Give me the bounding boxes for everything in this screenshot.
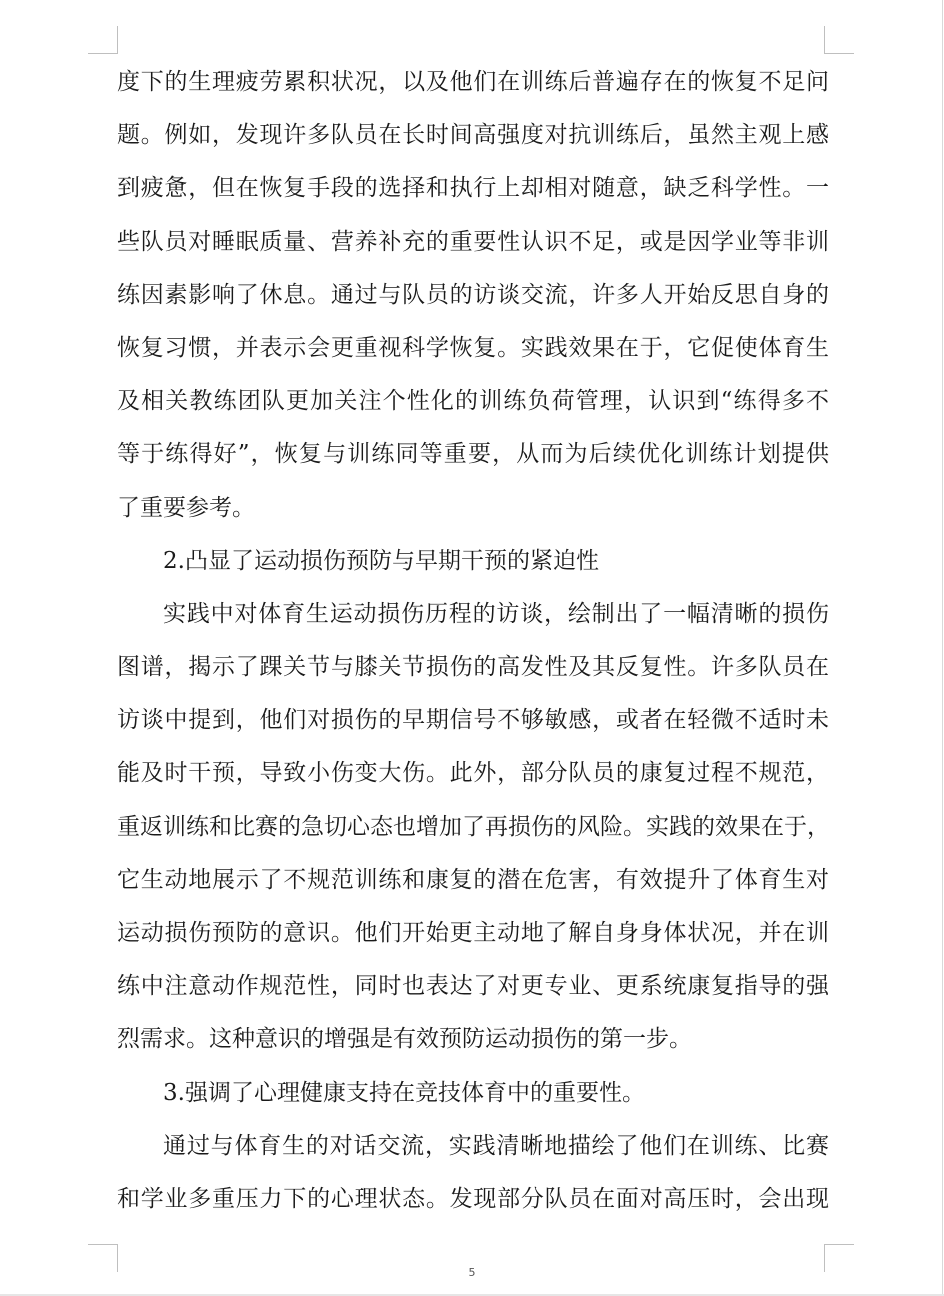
margin-corner-top-right — [824, 26, 854, 54]
text-line: 些队员对睡眠质量、营养补充的重要性认识不足，或是因学业等非训 — [117, 228, 829, 255]
text-line: 练中注意动作规范性，同时也表达了对更专业、更系统康复指导的强 — [117, 973, 829, 1000]
text-line: 3.强调了心理健康支持在竞技体育中的重要性。 — [163, 1079, 645, 1106]
text-line: 恢复习惯，并表示会更重视科学恢复。实践效果在于，它促使体育生 — [117, 334, 829, 361]
text-line: 等于练得好”，恢复与训练同等重要，从而为后续优化训练计划提供 — [117, 441, 829, 468]
text-line: 度下的生理疲劳累积状况，以及他们在训练后普遍存在的恢复不足问 — [117, 69, 829, 95]
document-body — [117, 56, 829, 1226]
margin-corner-top-left — [88, 26, 118, 54]
text-line: 图谱，揭示了踝关节与膝关节损伤的高发性及其反复性。许多队员在 — [117, 654, 829, 681]
text-line: 运动损伤预防的意识。他们开始更主动地了解自身身体状况，并在训 — [117, 920, 829, 946]
text-line: 能及时干预，导致小伤变大伤。此外，部分队员的康复过程不规范， — [117, 760, 829, 787]
text-line: 烈需求。这种意识的增强是有效预防运动损伤的第一步。 — [117, 1026, 692, 1053]
text-line: 练因素影响了休息。通过与队员的访谈交流，许多人开始反思自身的 — [117, 281, 829, 308]
text-line: 通过与体育生的对话交流，实践清晰地描绘了他们在训练、比赛 — [163, 1132, 829, 1159]
text-line: 实践中对体育生运动损伤历程的访谈，绘制出了一幅清晰的损伤 — [163, 600, 829, 627]
text-line: 到疲惫，但在恢复手段的选择和执行上却相对随意，缺乏科学性。一 — [117, 175, 829, 202]
text-line: 及相关教练团队更加关注个性化的训练负荷管理，认识到“练得多不 — [117, 388, 829, 415]
page-number: 5 — [468, 1266, 476, 1279]
text-line: 访谈中提到，他们对损伤的早期信号不够敏感，或者在轻微不适时未 — [117, 707, 829, 734]
text-line: 重返训练和比赛的急切心态也增加了再损伤的风险。实践的效果在于， — [117, 813, 830, 840]
text-line: 它生动地展示了不规范训练和康复的潜在危害，有效提升了体育生对 — [117, 866, 829, 893]
text-line: 2.凸显了运动损伤预防与早期干预的紧迫性 — [163, 547, 599, 574]
text-line: 和学业多重压力下的心理状态。发现部分队员在面对高压时，会出现 — [117, 1185, 829, 1212]
text-line: 题。例如，发现许多队员在长时间高强度对抗训练后，虽然主观上感 — [117, 122, 829, 149]
text-line: 了重要参考。 — [117, 494, 255, 521]
